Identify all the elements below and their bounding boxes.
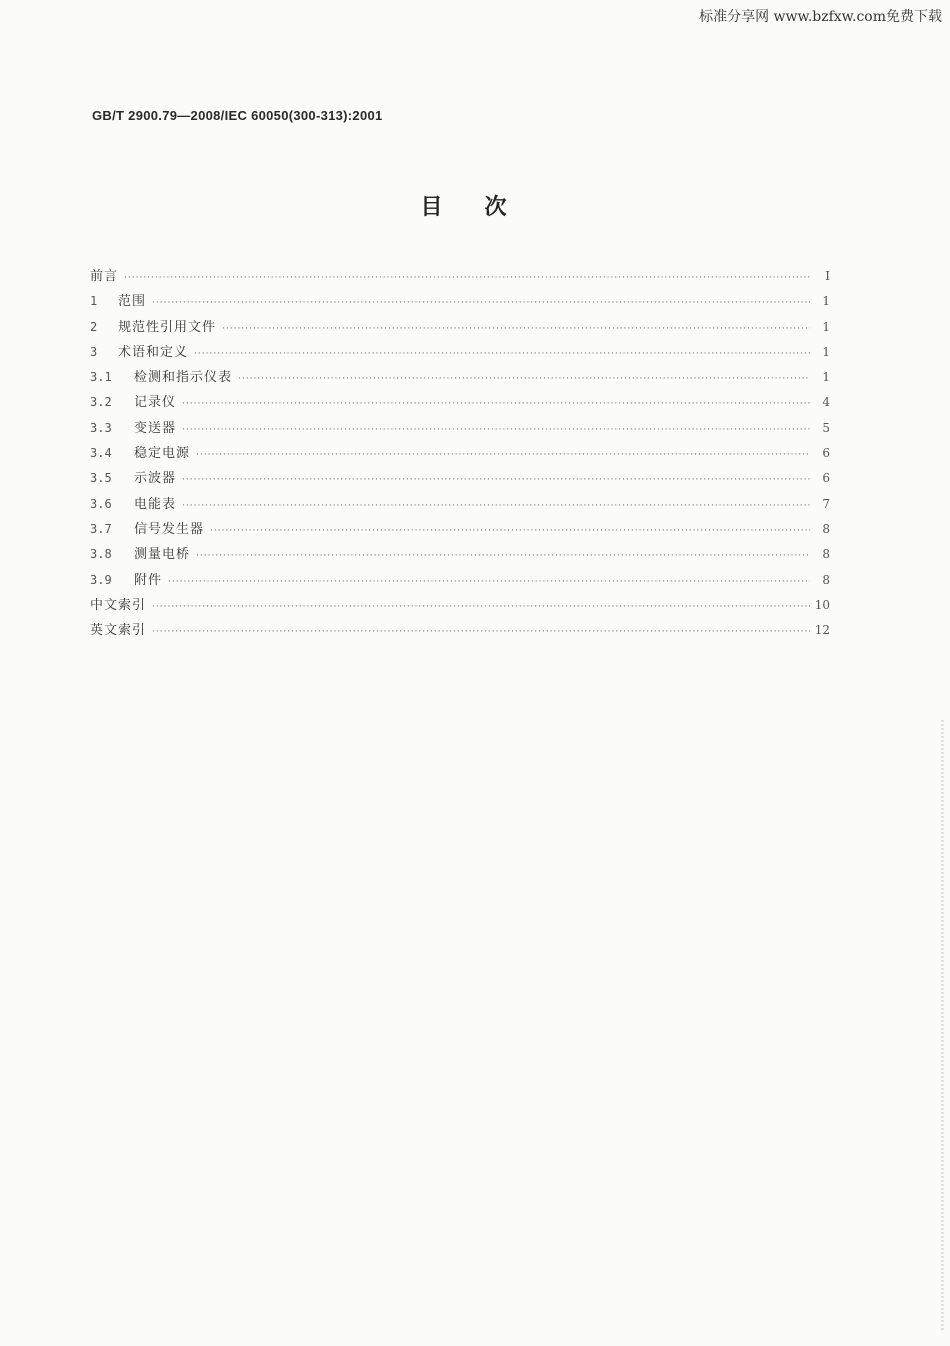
toc-entry[interactable] [90,417,830,442]
toc-dot-leader [124,273,810,283]
toc-entry-label: 英文索引 [90,623,147,639]
toc-entry-number: 3.1 [90,370,112,385]
toc-entry[interactable] [90,543,830,568]
toc-entry-page: 8 [822,572,830,587]
toc-entry[interactable] [90,265,830,290]
toc-entry-page: 5 [822,420,830,435]
toc-entry[interactable] [90,493,830,518]
toc-entry-page: 6 [822,446,830,461]
toc-dot-leader [152,627,810,637]
toc-entry[interactable] [90,569,830,594]
toc-entry-page: 8 [822,547,830,562]
toc-entry-number: 3.9 [90,572,112,587]
toc-entry-page: 8 [822,521,830,536]
toc-entry-page: I [825,269,830,283]
toc-dot-leader [182,475,810,485]
toc-dot-leader [222,324,810,334]
toc-entry-number: 3.8 [90,547,112,562]
toc-entry-number: 3 [90,344,98,359]
toc-entry[interactable] [90,341,830,366]
page-title: 目次 [420,195,549,220]
toc-dot-leader [196,450,810,460]
watermark: 标准分享网 www.bzfxw.com免费下载 [699,9,942,25]
toc-entry-number: 1 [90,294,98,309]
toc-entry[interactable] [90,442,830,467]
toc-dot-leader [194,349,810,359]
toc-entry-label: 电能表 [134,496,177,512]
toc-entry-label: 规范性引用文件 [118,319,217,335]
toc-dot-leader [182,425,810,435]
toc-entry[interactable] [90,391,830,416]
toc-entry-label: 附件 [134,572,163,588]
toc-entry-page: 4 [822,395,830,410]
toc-entry[interactable] [90,290,830,315]
toc-entry-label: 范围 [118,294,147,310]
table-of-contents [90,265,830,644]
toc-dot-leader [182,501,810,511]
toc-entry-label: 示波器 [134,471,177,487]
standard-code: GB/T 2900.79—2008/IEC 60050(300-313):2001 [92,108,383,123]
toc-entry[interactable] [90,316,830,341]
toc-entry-page: 7 [822,496,830,511]
toc-dot-leader [152,298,810,308]
toc-entry-label: 信号发生器 [134,521,205,537]
toc-entry-page: 1 [822,319,830,334]
toc-dot-leader [168,577,810,587]
toc-entry-page: 1 [822,294,830,309]
toc-entry-label: 前言 [90,269,119,284]
toc-entry-number: 3.3 [90,420,112,435]
toc-entry-number: 3.2 [90,395,112,410]
toc-dot-leader [182,399,810,409]
toc-entry-label: 测量电桥 [134,547,191,563]
toc-entry-label: 记录仪 [134,395,177,411]
toc-entry-page: 6 [822,471,830,486]
toc-entry-label: 稳定电源 [134,446,191,462]
toc-entry[interactable] [90,619,830,644]
toc-entry-page: 1 [822,344,830,359]
toc-entry[interactable] [90,366,830,391]
toc-entry[interactable] [90,594,830,619]
toc-entry[interactable] [90,518,830,543]
toc-dot-leader [152,602,810,612]
toc-entry-label: 中文索引 [90,597,147,613]
toc-entry-number: 3.7 [90,521,112,536]
toc-entry[interactable] [90,467,830,492]
toc-entry-page: 12 [814,623,830,638]
toc-entry-number: 3.6 [90,496,112,511]
toc-dot-leader [196,551,810,561]
toc-entry-label: 变送器 [134,420,177,436]
toc-entry-number: 3.4 [90,446,112,461]
toc-entry-number: 2 [90,319,98,334]
toc-entry-label: 检测和指示仪表 [134,370,233,386]
toc-dot-leader [238,374,810,384]
scan-edge-artifact [941,720,944,1330]
toc-entry-page: 10 [814,597,830,612]
toc-dot-leader [210,526,810,536]
toc-entry-number: 3.5 [90,471,112,486]
toc-entry-label: 术语和定义 [118,344,189,360]
toc-entry-page: 1 [822,370,830,385]
